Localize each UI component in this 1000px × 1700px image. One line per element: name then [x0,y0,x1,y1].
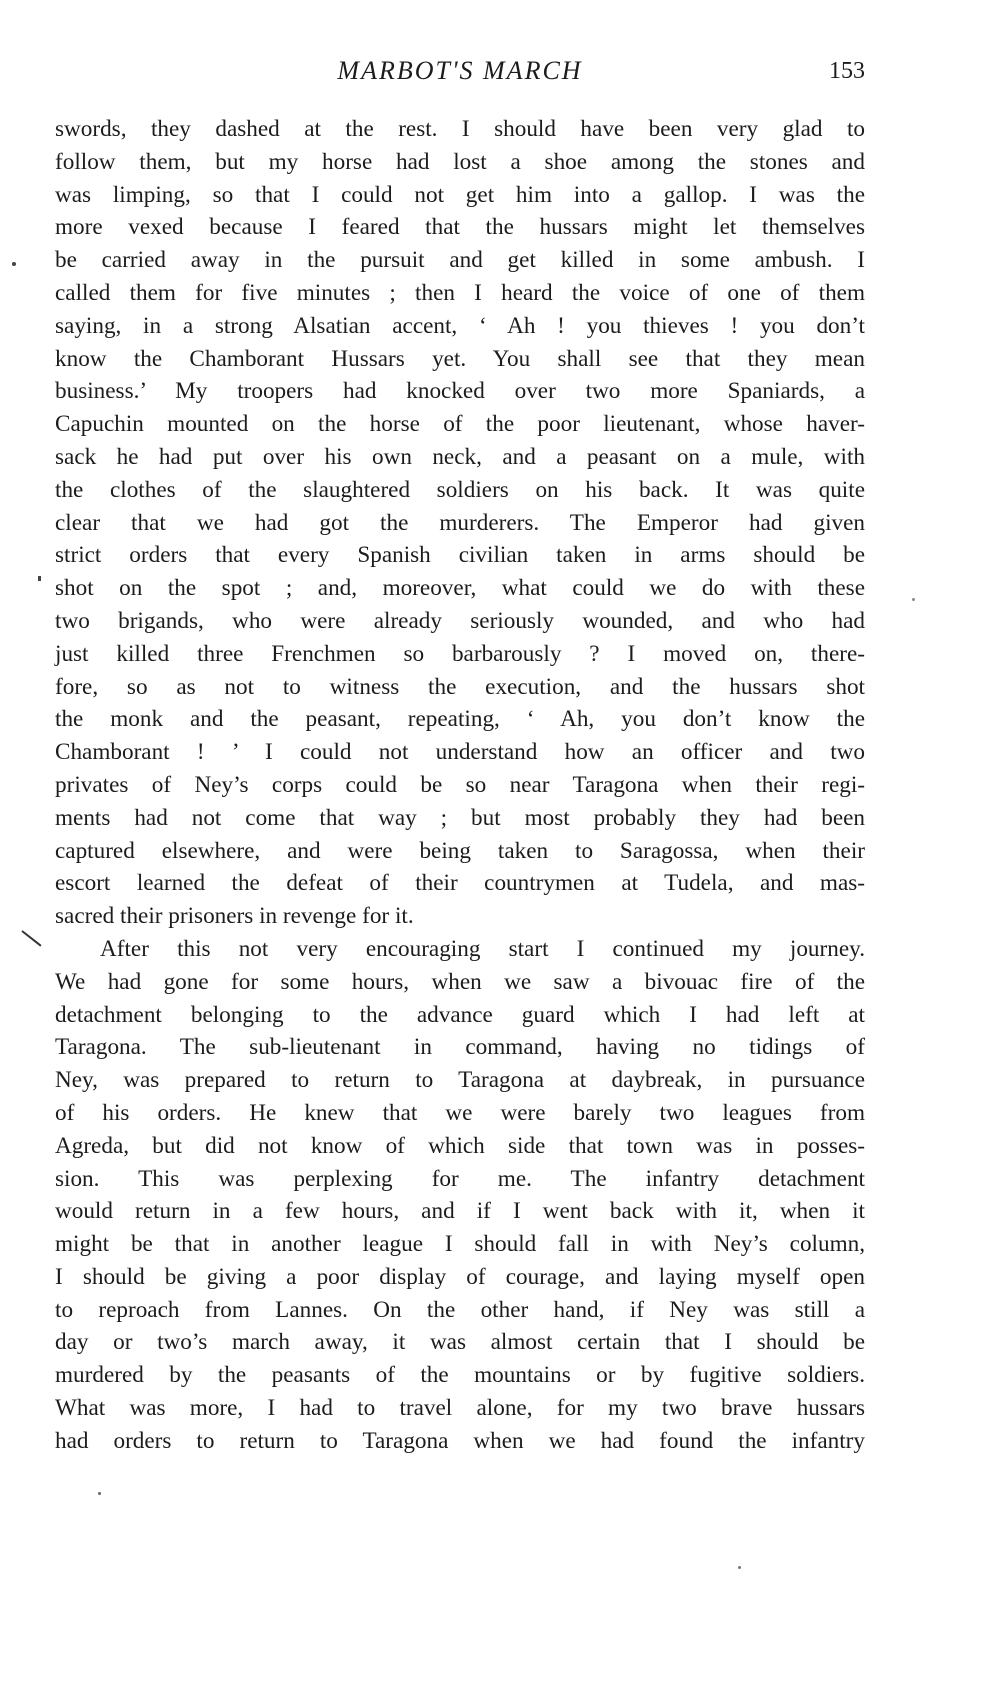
running-title: MARBOT'S MARCH [337,56,583,85]
page-number: 153 [829,58,865,84]
text-line: just killed three Frenchmen so barbarously ? I moved on, there- [55,640,865,667]
text-line: privates of Ney’s corps could be so near Taragona when their regi- [55,771,865,798]
paragraph-2 [55,933,865,1458]
text-line: day or two’s march away, it was almost certain that I should be [55,1329,865,1356]
margin-pencil-mark [21,930,41,946]
text-line: murdered by the peasants of the mountains or by fugitive soldiers. [55,1362,865,1389]
text-line: would return in a few hours, and if I went back with it, when it [55,1198,865,1225]
body-text [55,113,865,1458]
text-line: Capuchin mounted on the horse of the poor lieutenant, whose haver- [55,411,865,438]
text-line: clear that we had got the murderers. The Emperor had given [55,509,865,536]
text-line: What was more, I had to travel alone, for my two brave hussars [55,1395,865,1422]
text-line: I should be giving a poor display of courage, and laying myself open [55,1263,865,1290]
text-line: sion. This was perplexing for me. The infantry detachment [55,1165,865,1192]
text-line: fore, so as not to witness the execution, and the hussars shot [55,673,865,700]
text-line: Ney, was prepared to return to Taragona at daybreak, in pursuance [55,1067,865,1094]
text-line: business.’ My troopers had knocked over two more Spaniards, a [55,378,865,405]
text-line: the clothes of the slaughtered soldiers on his back. It was quite [55,476,865,503]
text-line: two brigands, who were already seriously wounded, and who had [55,607,865,634]
text-line: follow them, but my horse had lost a shoe among the stones and [55,148,865,175]
text-line: called them for five minutes ; then I heard the voice of one of them [55,279,865,306]
text-line: Agreda, but did not know of which side that town was in posses- [55,1132,865,1159]
text-line: sacred their prisoners in revenge for it. [55,903,414,930]
text-line: Chamborant ! ’ I could not understand how an officer and two [55,739,865,766]
text-line: of his orders. He knew that we were barely two leagues from [55,1099,865,1126]
text-line: swords, they dashed at the rest. I should have been very glad to [55,116,865,142]
margin-speck [38,576,41,581]
text-line: be carried away in the pursuit and get killed in some ambush. I [55,247,865,274]
margin-speck [912,598,915,601]
text-line: might be that in another league I should fall in with Ney’s column, [55,1231,865,1258]
text-line: more vexed because I feared that the hussars might let themselves [55,214,865,241]
text-line: sack he had put over his own neck, and a peasant on a mule, with [55,443,865,470]
text-line: detachment belonging to the advance guard which I had left at [55,1001,865,1028]
text-line: strict orders that every Spanish civilian taken in arms should be [55,542,865,569]
margin-speck [98,1492,101,1495]
paragraph-1 [55,113,865,933]
text-line: shot on the spot ; and, moreover, what could we do with these [55,575,865,602]
text-line: Taragona. The sub-lieutenant in command, having no tidings of [55,1034,865,1061]
text-line: We had gone for some hours, when we saw a bivouac fire of the [55,968,865,995]
text-line: was limping, so that I could not get him into a gallop. I was the [55,181,865,208]
text-line: know the Chamborant Hussars yet. You shall see that they mean [55,345,865,372]
margin-speck [738,1566,741,1569]
text-line: captured elsewhere, and were being taken to Saragossa, when their [55,837,865,864]
text-line: the monk and the peasant, repeating, ‘ Ah, you don’t know the [55,706,865,733]
text-line: saying, in a strong Alsatian accent, ‘ Ah ! you thieves ! you don’t [55,312,865,339]
text-line: had orders to return to Taragona when we had found the infantry [55,1427,865,1454]
text-line: to reproach from Lannes. On the other hand, if Ney was still a [55,1296,865,1323]
margin-speck [12,262,16,266]
text-line: ments had not come that way ; but most probably they had been [55,804,865,831]
text-line: After this not very encouraging start I continued my journey. [100,935,865,962]
page-header [55,56,865,96]
text-line: escort learned the defeat of their countrymen at Tudela, and mas- [55,870,865,897]
